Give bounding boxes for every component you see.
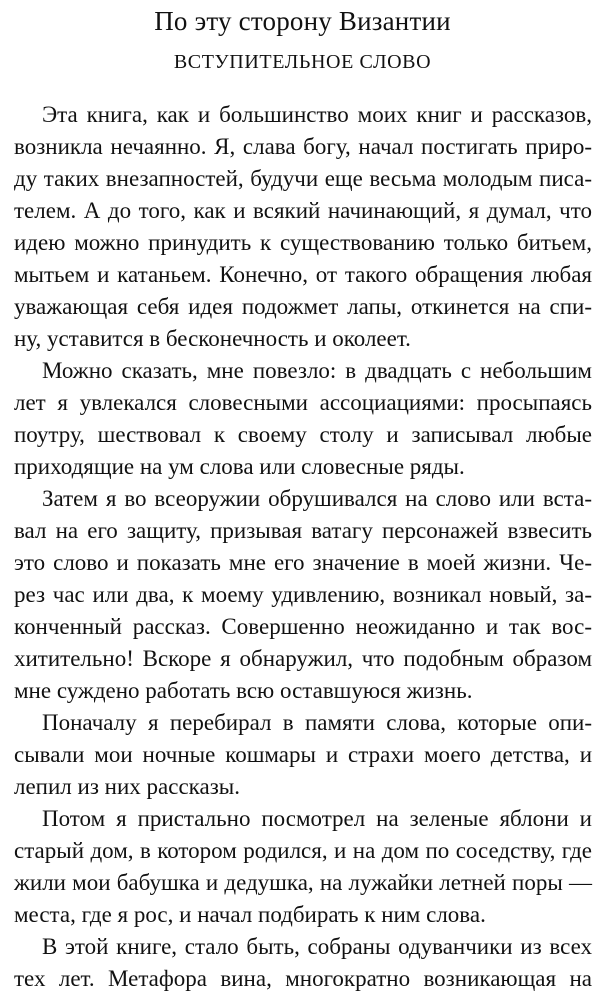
text-line: вал на его защиту, призывая ватагу персонажей взвесить [14, 518, 592, 543]
text-line: конченный рассказ. Совершенно неожиданно и так вос- [14, 614, 592, 639]
text-line: телем. А до того, как и всякий начинающий, я думал, что [14, 198, 592, 223]
body-text [14, 99, 592, 995]
text-line: В этой книге, стало быть, собраны одуванчики из всех [42, 934, 592, 959]
section-subtitle: ВСТУПИТЕЛЬНОЕ СЛОВО [173, 51, 432, 73]
text-line: мне суждено работать всю оставшуюся жизнь. [14, 678, 473, 703]
text-line: идею можно принудить к существованию только битьем, [14, 230, 592, 255]
text-line: поутру, шествовал к своему столу и записывал любые [14, 422, 592, 447]
text-line: уважающая себя идея подожмет лапы, откинется на спи- [14, 294, 592, 319]
text-line: жили мои бабушка и дедушка, на лужайки летней поры — [14, 870, 592, 895]
text-line: приходящие на ум слова или словесные ряды. [14, 454, 465, 479]
text-line: старый дом, в котором родился, и на дом по соседству, где [14, 838, 592, 863]
text-line: ду таких внезапностей, будучи еще весьма молодым писа- [14, 166, 592, 191]
text-line: сывали мои ночные кошмары и страхи моего детства, и [14, 742, 592, 767]
text-line: места, где я рос, и начал подбирать к ним слова. [14, 902, 486, 927]
chapter-title: По эту сторону Византии [154, 6, 451, 36]
text-line: Можно сказать, мне повезло: в двадцать с небольшим [42, 358, 592, 383]
text-line: лепил из них рассказы. [14, 774, 240, 799]
text-line: ну, уставится в бесконечность и околеет. [14, 326, 411, 351]
text-line: Поначалу я перебирал в памяти слова, которые опи- [42, 710, 592, 735]
text-line: хитительно! Вскоре я обнаружил, что подобным образом [14, 646, 592, 671]
text-line: Эта книга, как и большинство моих книг и рассказов, [42, 102, 592, 127]
text-line: Потом я пристально посмотрел на зеленые яблони и [42, 806, 592, 831]
text-line: возникла нечаянно. Я, слава богу, начал постигать приро- [14, 134, 592, 159]
text-line: лет я увлекался словесными ассоциациями: просыпаясь [14, 390, 592, 415]
text-line: тех лет. Метафора вина, многократно возникающая на [14, 966, 592, 991]
text-line: мытьем и катаньем. Конечно, от такого обращения любая [14, 262, 592, 287]
text-line: рез час или два, к моему удивлению, возникал новый, за- [14, 582, 592, 607]
text-line: Затем я во всеоружии обрушивался на слово или вста- [42, 486, 592, 511]
text-line: это слово и показать мне его значение в моей жизни. Че- [14, 550, 592, 575]
